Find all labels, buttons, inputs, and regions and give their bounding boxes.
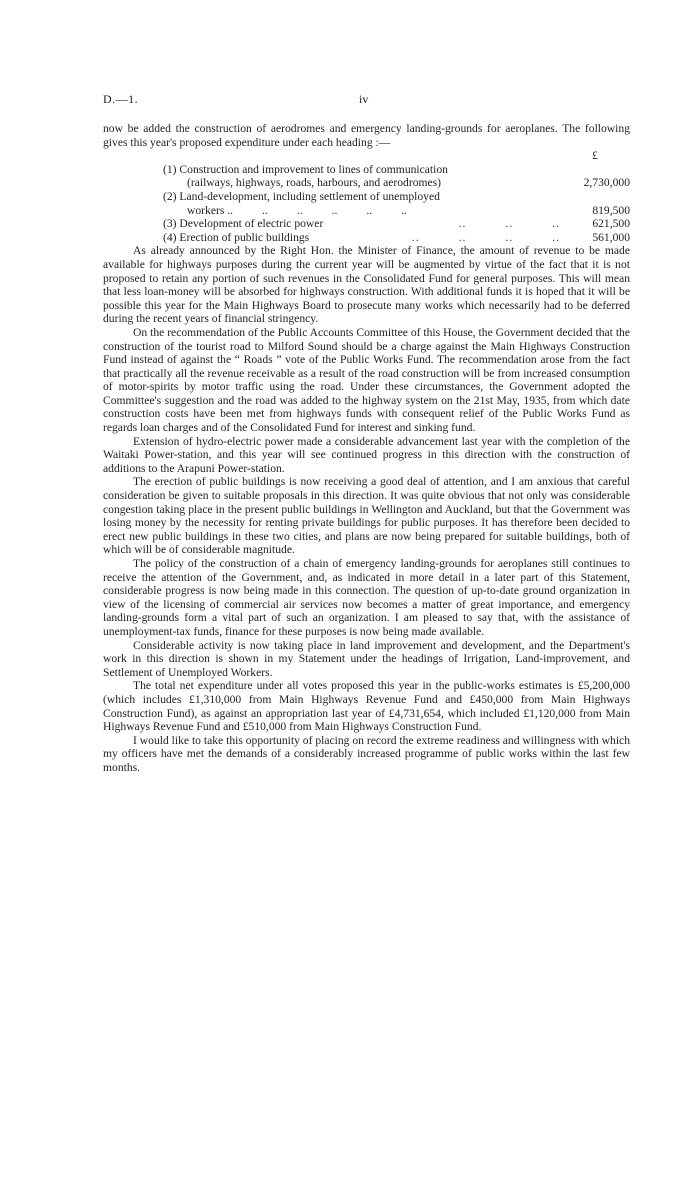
- document-reference: D.—1.: [103, 92, 139, 106]
- document-body: [103, 122, 630, 775]
- expenditure-item-continuation: workers .. .. .. .. .. ..: [187, 203, 407, 217]
- body-paragraph-milford-road: On the recommendation of the Public Accounts Committee of this House, the Government decided that the construction of the tourist road to Milford Sound should be a charge against the Main Highways Construction Fund instead of against the “ Roads ” vote of the Public Works Fund. The recommendation arose from the fact that practically all the revenue receivable as a result of the road construction will be from increased consumption of motor-spirits by motor traffic using the road. Under these circumstances, the Government adopted the Committee's suggestion and the road was added to the highway system on the 21st May, 1935, from which date construction costs have been met from highways funds with consequent relief of the Public Works Fund as regards loan charges and of the Consolidated Fund for interest and sinking fund.: [103, 325, 630, 435]
- body-paragraph-public-buildings: The erection of public buildings is now receiving a good deal of attention, and I am anxious that careful consideration be given to suitable proposals in this direction. It was quite obvious that not only was considerable congestion taking place in the present public buildings in Wellington and Auckland, but that the Government was losing money by the necessity for renting private buildings for public purposes. It has therefore been decided to erect new public buildings in these two cities, and plans are now being prepared for suitable buildings, both of which will be of considerable magnitude.: [103, 475, 630, 557]
- body-paragraph-land-development: Considerable activity is now taking place in land improvement and development, and the Department's work in this direction is shown in my Statement under the headings of Irrigation, Land-improvement, and Settlement of Unemployed Workers.: [103, 638, 630, 679]
- expenditure-item: [163, 231, 630, 245]
- page-number: iv: [359, 92, 369, 106]
- expenditure-item-label: (4) Erection of public buildings: [163, 230, 310, 244]
- intro-paragraph: now be added the construction of aerodromes and emergency landing-grounds for aeroplanes. The following gives this year's proposed expenditure under each heading :—: [103, 122, 630, 149]
- page-header: [103, 92, 630, 108]
- expenditure-item-amount: 561,000: [592, 230, 630, 244]
- expenditure-item-amount: 621,500: [592, 217, 630, 231]
- expenditure-item-label: (3) Development of electric power: [163, 217, 324, 231]
- expenditure-item-amount: 2,730,000: [583, 176, 630, 190]
- currency-symbol: £: [592, 149, 598, 163]
- expenditure-item: [163, 190, 630, 217]
- expenditure-item-label: (1) Construction and improvement to lines of communication: [163, 162, 448, 176]
- expenditure-item-leader: .. .. ..: [458, 217, 560, 231]
- expenditure-item-continuation: (railways, highways, roads, harbours, and aerodromes): [187, 176, 442, 190]
- currency-header: [103, 149, 630, 163]
- body-paragraph-acknowledgement: I would like to take this opportunity of placing on record the extreme readiness and willingness with which my officers have met the demands of a considerably increased programme of public works within the last few months.: [103, 733, 630, 774]
- body-paragraph-hydro-electric: Extension of hydro-electric power made a considerable advancement last year with the completion of the Waitaki Power-station, and this year will see continued progress in this direction with the construction of additions to the Arapuni Power-station.: [103, 434, 630, 475]
- expenditure-item-amount: 819,500: [592, 203, 630, 217]
- body-paragraph-landing-grounds: The policy of the construction of a chain of emergency landing-grounds for aeroplanes still continues to receive the attention of the Government, and, as indicated in more detail in a later part of this Statement, considerable progress is now being made in this connection. The question of up-to-date ground organization in view of the licensing of commercial air services now becomes a matter of great importance, and emergency landing-grounds form a vital part of such an organization. I am pleased to say that, with the assistance of unemployment-tax funds, finance for these purposes is now being made available.: [103, 557, 630, 638]
- expenditure-item-leader: .. .. .. ..: [411, 230, 560, 244]
- expenditure-item: [163, 217, 630, 231]
- body-paragraph-highways-revenue: As already announced by the Right Hon. the Minister of Finance, the amount of revenue to be made available for highways purposes during the current year will be augmented by virtue of the fact that it is not proposed to retain any portion of such revenues in the Consolidated Fund for general purposes. This will mean that less loan-money will be absorbed for highways construction. With additional funds it is hoped that it will be possible this year for the Main Highways Board to prosecute many works which necessarily had to be deferred during the recent years of financial stringency.: [103, 244, 630, 326]
- expenditure-item: [163, 163, 630, 190]
- expenditure-list: [163, 163, 630, 245]
- expenditure-item-label: (2) Land-development, including settlement of unemployed: [163, 189, 440, 203]
- body-paragraph-net-expenditure: The total net expenditure under all votes proposed this year in the public-works estimates is £5,200,000 (which includes £1,310,000 from Main Highways Revenue Fund and £450,000 from Main Highways Construction Fund), as against an appropriation last year of £4,731,654, which included £1,120,000 from Main Highways Revenue Fund and £510,000 from Main Highways Construction Fund.: [103, 679, 630, 734]
